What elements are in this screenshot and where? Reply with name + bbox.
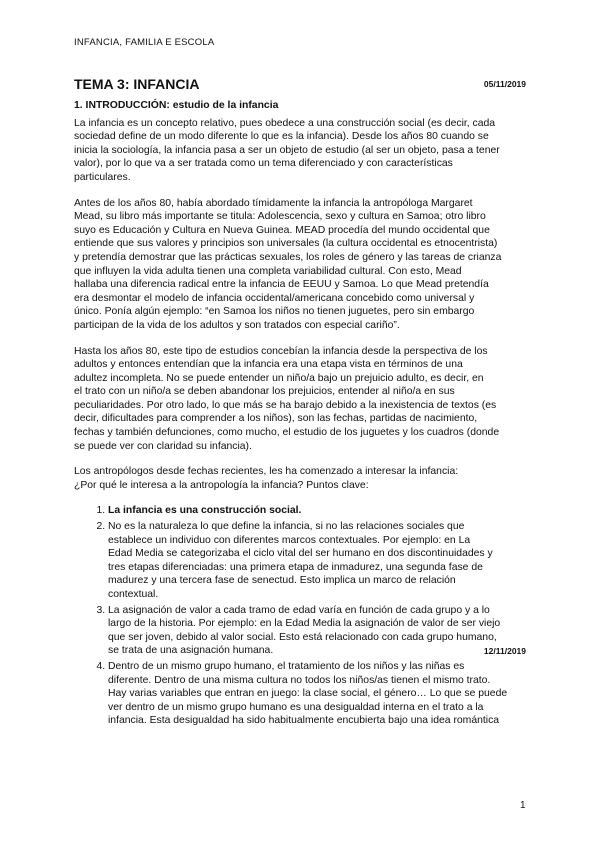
list-item [108, 520, 526, 602]
text-line: participan de la vida de los adultos y son tratados con especial cariño”. [74, 319, 400, 331]
text-line: 3. La asignación de valor a cada tramo de edad varía en función de cada grupo y a lo [108, 604, 490, 616]
text-line: entiende que sus valores y principios son universales (la cultura occidental es etnocentrista) [74, 238, 498, 250]
title-row [74, 76, 526, 94]
text-line: particulares. [74, 171, 131, 183]
text-line: Edad Media se categorizaba el ciclo vital del ser humano en dos discontinuidades y [108, 548, 493, 560]
paragraph-intro [74, 117, 526, 185]
text-line: Mead, su libro más importante se titula: Adolescencia, sexo y cultura en Samoa; otro libro [74, 211, 486, 223]
key-points-list [74, 504, 526, 728]
text-line: hallaba una diferencia radical entre la infancia de EEUU y Samoa. Lo que Mead pretendía [74, 279, 489, 291]
text-line: se puede ver con claridad su infancia). [74, 440, 252, 452]
section-date: 12/11/2019 [483, 646, 526, 657]
page-title: TEMA 3: INFANCIA [74, 76, 200, 92]
text-line: único. Ponía algún ejemplo: “en Samoa los niños no tienen juguetes, pero sin embargo [74, 306, 475, 318]
text-line: establece un individuo con diferentes marcos contextuales. Por ejemplo: en La [108, 534, 471, 546]
section-heading: 1. INTRODUCCIÓN: estudio de la infancia [74, 100, 279, 111]
text-line: peculiaridades. Por otro lado, lo que más se ha barajo debido a la inexistencia de textos (es [74, 399, 497, 411]
list-item [108, 604, 526, 658]
text-line: madurez y una tercera fase de senectud. Esto implica un marco de relación [108, 575, 456, 587]
text-line: 4. Dentro de un mismo grupo humano, el tratamiento de los niños y las niñas es [108, 660, 465, 672]
text-line: 2. No es la naturaleza lo que define la infancia, si no las relaciones sociales que [108, 521, 465, 533]
text-line: adultos y entonces entendían que la infancia era una etapa vista en términos de una [74, 359, 463, 371]
list-item [108, 660, 526, 728]
text-line: fechas y también defunciones, como mucho, el estudio de los juguetes y los cuadros (donde [74, 427, 500, 439]
text-line: ¿Por qué le interesa a la antropología la infancia? Puntos clave: [74, 479, 369, 491]
running-header: INFANCIA, FAMILIA E ESCOLA [74, 37, 215, 48]
text-line: tres etapas diferenciadas: una primera etapa de inmadurez, una segunda fase de [108, 561, 483, 573]
text-line: Hasta los años 80, este tipo de estudios concebían la infancia desde la perspectiva de los [74, 345, 488, 357]
paragraph-anthropology [74, 465, 526, 492]
text-fragment: se trata de una asignación humana. [108, 645, 274, 657]
paragraph-adults [74, 345, 526, 454]
text-line: sociedad define de un modo diferente lo que es la infancia). Desde los años 80 cuando se [74, 131, 489, 143]
paragraph-mead [74, 197, 526, 333]
text-line: era desmontar el modelo de infancia occidental/americana concebido como universal y [74, 292, 475, 304]
text-line: largo de la historia. Por ejemplo: en la Edad Media la asignación de valor de ser viejo [108, 618, 501, 630]
text-line: diferente. Dentro de una misma cultura no todos los niños/as tienen el mismo trato. [108, 674, 491, 686]
text-line: ver dentro de un mismo grupo humano es una desigualdad interna en el trato a la [108, 701, 484, 713]
text-line: La infancia es un concepto relativo, pues obedece a una construcción social (es decir, cada [74, 117, 496, 129]
text-line: Antes de los años 80, había abordado tímidamente la infancia la antropóloga Margaret [74, 197, 473, 209]
text-line: suyo es Educación y Cultura en Nueva Guinea. MEAD procedía del mundo occidental que [74, 224, 490, 236]
title-date: 05/11/2019 [483, 79, 526, 89]
list-item [108, 504, 526, 518]
text-line: que influyen la vida adulta tienen una completa variabilidad cultural. Con esto, Mead [74, 265, 462, 277]
text-line: y pretendía demostrar que las prácticas sexuales, los roles de género y las tareas de crianza [74, 251, 502, 263]
text-line: contextual. [108, 589, 159, 600]
text-line: inicia la sociología, la infancia pasa a ser un objeto de estudio (al ser un objeto, pasa a tener [74, 144, 500, 156]
text-line: 1. La infancia es una construcción social. [108, 505, 302, 517]
text-line: que ser joven, debido al valor social. Esto está relacionado con cada grupo humano, [108, 631, 497, 643]
text-line: infancia. Esta desigualdad ha sido habitualmente encubierta bajo una idea romántica [108, 715, 500, 727]
page-number: 1 [520, 800, 526, 811]
text-line [108, 644, 526, 658]
text-line: adultez incompleta. No se puede entender un niño/a bajo un prejuicio adulto, es decir, en [74, 372, 484, 384]
text-line: valor), por lo que va a ser tratada como un tema diferenciado y con características [74, 158, 453, 170]
text-line: Los antropólogos desde fechas recientes, les ha comenzado a interesar la infancia: [74, 466, 459, 478]
document-body [74, 99, 526, 730]
text-line: decir, dificultades para comprender a los niños), son las fechas, partidas de nacimiento, [74, 413, 478, 425]
text-line: Hay varias variables que entran en juego: la clase social, el género… Lo que se puede [108, 688, 508, 700]
text-line: el trato con un niño/a se deben abandonar los prejuicios, entender al niño/a en sus [74, 386, 455, 398]
